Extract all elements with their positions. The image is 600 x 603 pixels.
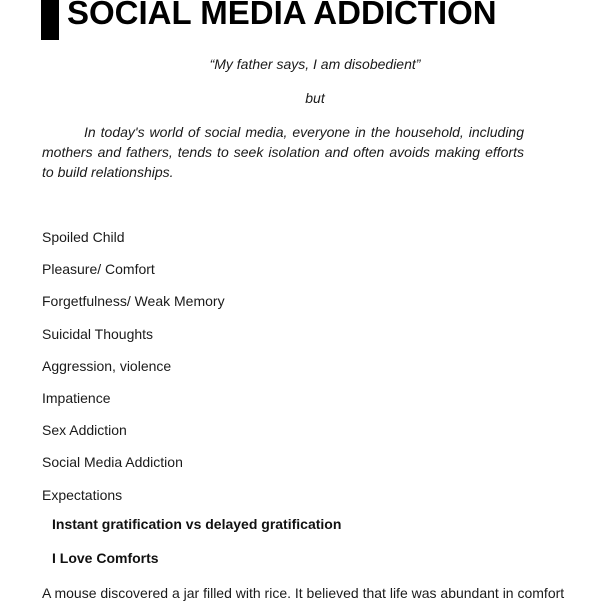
topic-item: Forgetfulness/ Weak Memory (42, 293, 225, 310)
intro-paragraph: In today's world of social media, everyone in the household, including mothers and fathers, tends to seek isolation and often avoids making efforts to build relationships. (42, 124, 524, 180)
topic-item: Pleasure/ Comfort (42, 261, 155, 278)
title-accent-bar (41, 0, 59, 40)
topic-item: Spoiled Child (42, 229, 125, 245)
subheading-gratification: Instant gratification vs delayed gratification (52, 516, 342, 532)
topic-item: Impatience (42, 389, 111, 406)
page-title: SOCIAL MEDIA ADDICTION (67, 0, 497, 31)
topic-item: Expectations (42, 486, 123, 503)
topic-item: Sex Addiction (42, 422, 127, 439)
topic-list (42, 227, 225, 517)
topic-item: Aggression, violence (42, 357, 172, 374)
connector-text: but (305, 90, 325, 106)
topic-item: Suicidal Thoughts (42, 325, 154, 342)
opening-quote: “My father says, I am disobedient” (209, 56, 421, 72)
story-paragraph: A mouse discovered a jar filled with rice. It believed that life was abundant in comfort (42, 585, 565, 601)
subheading-comforts: I Love Comforts (52, 550, 159, 566)
topic-item: Social Media Addiction (42, 454, 183, 471)
